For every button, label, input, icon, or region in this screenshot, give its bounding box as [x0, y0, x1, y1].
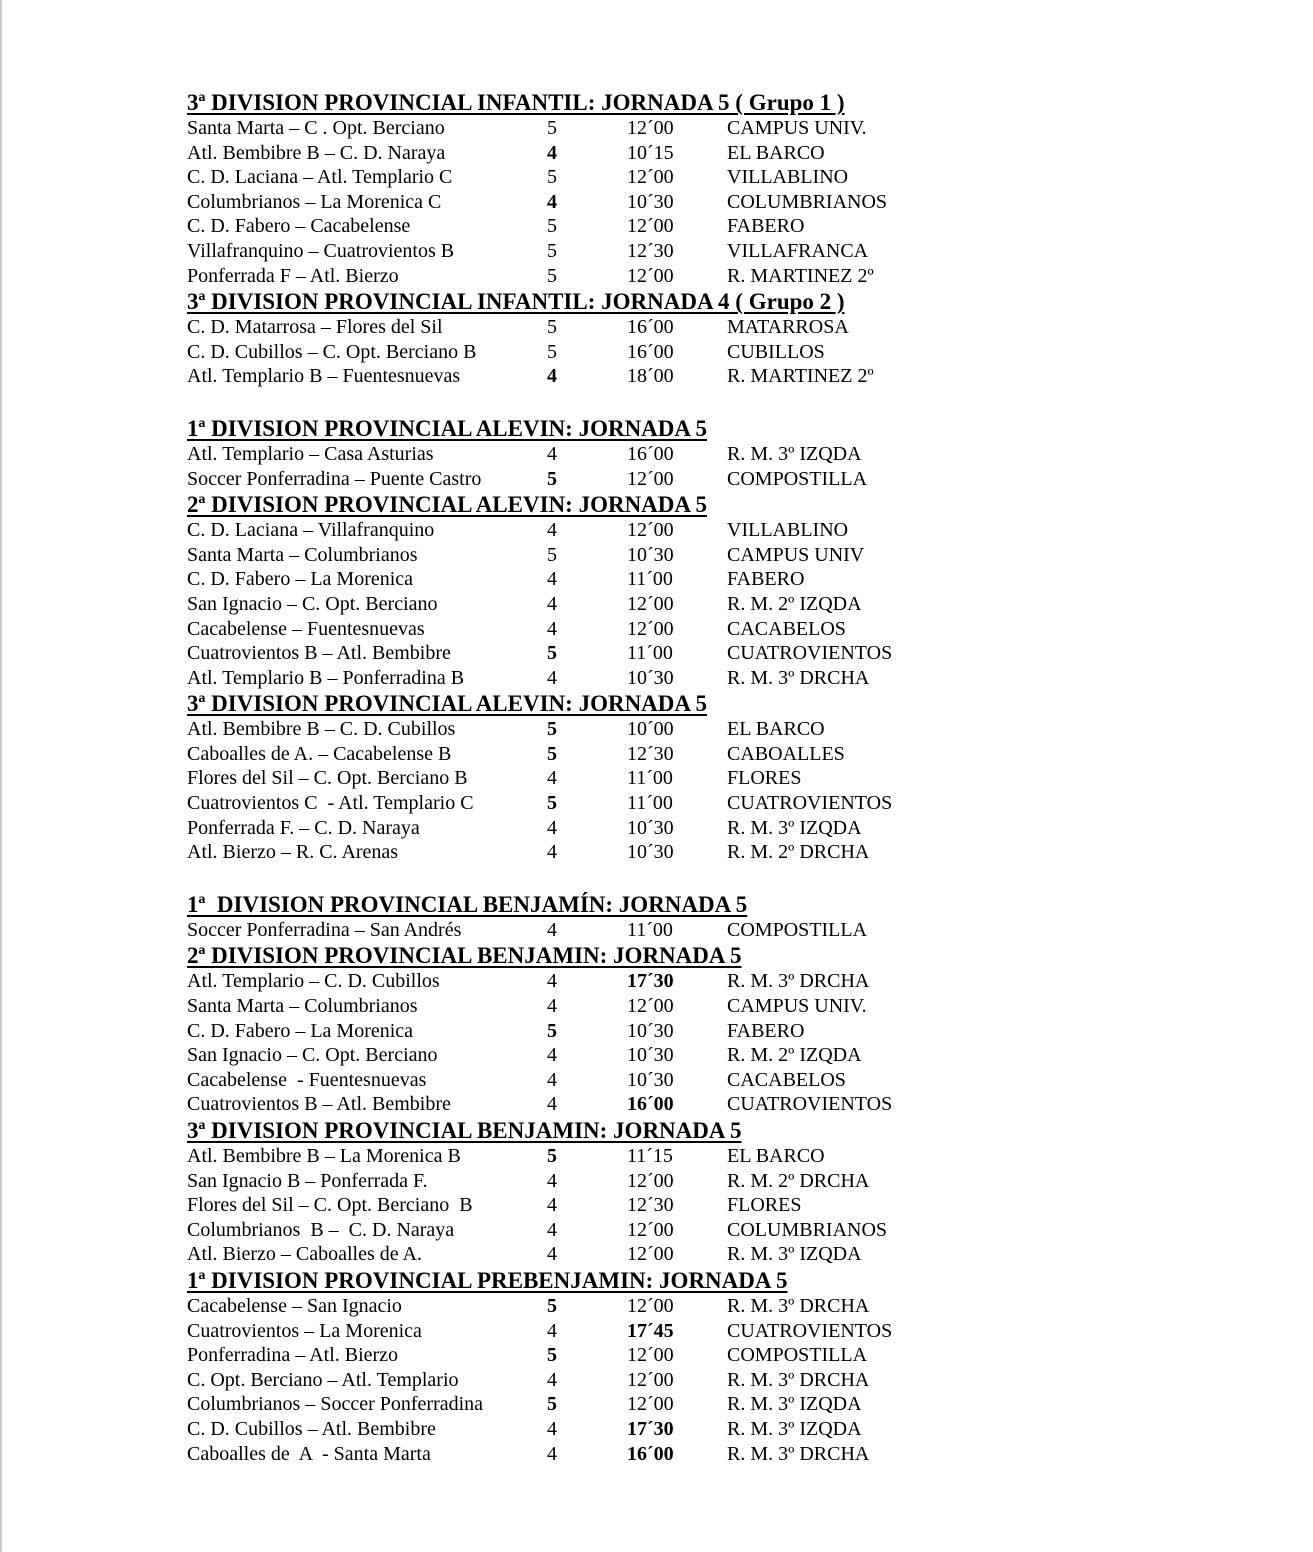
match-day: 4 [547, 1218, 557, 1241]
match-day: 4 [547, 1319, 557, 1342]
fixture-row [187, 1169, 1187, 1194]
match-teams: C. D. Fabero – La Morenica [187, 568, 414, 591]
match-venue: R. M. 3º DRCHA [727, 1294, 870, 1317]
match-teams: C. D. Laciana – Villafranquino [187, 519, 435, 542]
match-time: 12´00 [627, 166, 674, 189]
match-venue: COMPOSTILLA [727, 467, 868, 490]
match-time: 10´00 [627, 718, 674, 741]
match-teams: Cuatrovientos B – Atl. Bembibre [187, 642, 451, 665]
fixture-row [187, 518, 1187, 543]
match-teams: San Ignacio – C. Opt. Berciano [187, 1044, 438, 1067]
match-time: 12´30 [627, 742, 674, 765]
fixture-section [187, 942, 1187, 1117]
fixture-row [187, 1043, 1187, 1068]
section-heading [187, 690, 1187, 717]
match-time: 11´00 [627, 568, 673, 591]
fixture-row [187, 1417, 1187, 1442]
match-venue: CAMPUS UNIV. [727, 995, 867, 1018]
match-time: 12´00 [627, 1294, 674, 1317]
match-time: 12´00 [627, 1344, 674, 1367]
match-day: 4 [547, 767, 557, 790]
match-day: 5 [547, 1344, 557, 1367]
fixture-row [187, 190, 1187, 215]
fixture-row [187, 467, 1187, 492]
fixture-row [187, 617, 1187, 642]
match-day: 4 [547, 442, 557, 465]
match-day: 5 [547, 316, 557, 339]
match-day: 4 [547, 568, 557, 591]
match-time: 12´00 [627, 592, 674, 615]
match-day: 4 [547, 816, 557, 839]
fixture-row [187, 969, 1187, 994]
match-day: 5 [547, 718, 557, 741]
match-venue: R. M. 2º DRCHA [727, 1169, 870, 1192]
fixture-row [187, 791, 1187, 816]
match-time: 10´15 [627, 141, 674, 164]
match-day: 4 [547, 1194, 557, 1217]
match-venue: COMPOSTILLA [727, 1344, 868, 1367]
match-venue: EL BARCO [727, 718, 825, 741]
match-teams: Atl. Templario – Casa Asturias [187, 442, 434, 465]
match-time: 10´30 [627, 1019, 674, 1042]
fixture-row [187, 717, 1187, 742]
match-day: 5 [547, 792, 557, 815]
match-teams: Atl. Bembibre B – C. D. Naraya [187, 141, 446, 164]
match-day: 4 [547, 970, 557, 993]
match-time: 10´30 [627, 666, 674, 689]
match-day: 4 [547, 190, 557, 213]
fixture-row [187, 214, 1187, 239]
fixture-row [187, 1193, 1187, 1218]
fixture-row [187, 1092, 1187, 1117]
match-day: 5 [547, 264, 557, 287]
match-venue: COLUMBRIANOS [727, 1218, 888, 1241]
fixture-section [187, 415, 1187, 491]
section-heading-text: 2ª DIVISION PROVINCIAL BENJAMIN: JORNADA 5 [187, 943, 742, 969]
match-day: 5 [547, 467, 557, 490]
match-teams: Cacabelense - Fuentesnuevas [187, 1068, 427, 1091]
match-teams: C. D. Fabero – Cacabelense [187, 215, 411, 238]
match-teams: Cacabelense – San Ignacio [187, 1294, 402, 1317]
section-heading-text: 1ª DIVISION PROVINCIAL BENJAMÍN: JORNADA 5 [187, 891, 748, 917]
match-time: 17´45 [627, 1319, 674, 1342]
fixture-row [187, 1218, 1187, 1243]
match-venue: CACABELOS [727, 1068, 846, 1091]
fixture-row [187, 766, 1187, 791]
fixture-row [187, 1294, 1187, 1319]
match-day: 5 [547, 642, 557, 665]
match-teams: Atl. Bembibre B – C. D. Cubillos [187, 718, 456, 741]
match-time: 12´00 [627, 1368, 674, 1391]
section-heading-text: 3ª DIVISION PROVINCIAL ALEVIN: JORNADA 5 [187, 691, 707, 717]
match-day: 4 [547, 1368, 557, 1391]
fixture-section [187, 491, 1187, 690]
match-venue: CUATROVIENTOS [727, 642, 893, 665]
fixture-row [187, 567, 1187, 592]
match-time: 11´00 [627, 792, 673, 815]
match-time: 12´00 [627, 467, 674, 490]
match-teams: Santa Marta – Columbrianos [187, 995, 418, 1018]
fixture-section [187, 1267, 1187, 1466]
match-day: 4 [547, 666, 557, 689]
section-heading-text: 3ª DIVISION PROVINCIAL INFANTIL: JORNADA 5 ( Grupo 1 ) [187, 90, 845, 115]
fixture-document [187, 89, 1187, 1466]
fixture-row [187, 1319, 1187, 1344]
fixture-row [187, 592, 1187, 617]
match-venue: CACABELOS [727, 617, 846, 640]
match-venue: CUATROVIENTOS [727, 1319, 893, 1342]
match-teams: Ponferrada F – Atl. Bierzo [187, 264, 399, 287]
match-time: 12´00 [627, 1169, 674, 1192]
match-teams: Columbrianos B – C. D. Naraya [187, 1218, 455, 1241]
match-venue: MATARROSA [727, 316, 849, 339]
match-teams: Soccer Ponferradina – Puente Castro [187, 467, 482, 490]
match-day: 4 [547, 841, 557, 864]
match-day: 5 [547, 166, 557, 189]
fixture-row [187, 840, 1187, 865]
match-teams: Columbrianos – La Morenica C [187, 190, 442, 213]
match-teams: Villafranquino – Cuatrovientos B [187, 239, 455, 262]
match-teams: Flores del Sil – C. Opt. Berciano B [187, 1194, 473, 1217]
fixture-row [187, 1368, 1187, 1393]
match-time: 12´00 [627, 617, 674, 640]
match-day: 4 [547, 1243, 557, 1266]
match-day: 4 [547, 995, 557, 1018]
match-venue: EL BARCO [727, 141, 825, 164]
match-day: 4 [547, 365, 557, 388]
match-day: 4 [547, 519, 557, 542]
fixture-row [187, 141, 1187, 166]
match-venue: CUATROVIENTOS [727, 792, 893, 815]
match-time: 12´00 [627, 264, 674, 287]
match-venue: VILLABLINO [727, 519, 849, 542]
fixture-section [187, 891, 1187, 943]
match-venue: COLUMBRIANOS [727, 190, 888, 213]
fixture-row [187, 1019, 1187, 1044]
match-day: 5 [547, 1393, 557, 1416]
match-day: 5 [547, 1019, 557, 1042]
match-day: 4 [547, 1044, 557, 1067]
match-venue: R. M. 3º DRCHA [727, 1442, 870, 1465]
match-teams: Caboalles de A - Santa Marta [187, 1442, 431, 1465]
match-day: 5 [547, 117, 557, 139]
match-day: 4 [547, 617, 557, 640]
match-time: 12´00 [627, 1218, 674, 1241]
match-teams: C. D. Cubillos – C. Opt. Berciano B [187, 340, 477, 363]
match-teams: C. D. Cubillos – Atl. Bembibre [187, 1417, 436, 1440]
section-heading-text: 2ª DIVISION PROVINCIAL ALEVIN: JORNADA 5 [187, 492, 707, 518]
fixture-section [187, 1117, 1187, 1267]
match-venue: FABERO [727, 1019, 805, 1042]
fixture-row [187, 994, 1187, 1019]
fixture-section [187, 690, 1187, 865]
match-venue: COMPOSTILLA [727, 918, 868, 941]
match-venue: EL BARCO [727, 1145, 825, 1167]
match-teams: Cuatrovientos C - Atl. Templario C [187, 792, 474, 815]
section-heading-text: 3ª DIVISION PROVINCIAL INFANTIL: JORNADA 4 ( Grupo 2 ) [187, 289, 845, 315]
match-time: 16´00 [627, 340, 674, 363]
match-teams: C. D. Matarrosa – Flores del Sil [187, 316, 443, 339]
section-heading-text: 1ª DIVISION PROVINCIAL PREBENJAMIN: JORNADA 5 [187, 1267, 788, 1293]
match-day: 5 [547, 215, 557, 238]
match-time: 10´30 [627, 841, 674, 864]
match-time: 10´30 [627, 1044, 674, 1067]
match-venue: R. M. 3º IZQDA [727, 1417, 862, 1440]
match-time: 18´00 [627, 365, 674, 388]
match-time: 11´00 [627, 642, 673, 665]
match-teams: Columbrianos – Soccer Ponferradina [187, 1393, 484, 1416]
match-day: 5 [547, 239, 557, 262]
match-time: 17´30 [627, 970, 674, 993]
match-time: 11´00 [627, 767, 673, 790]
match-day: 5 [547, 742, 557, 765]
fixture-row [187, 116, 1187, 141]
match-time: 10´30 [627, 543, 674, 566]
match-venue: FABERO [727, 568, 805, 591]
match-time: 12´30 [627, 239, 674, 262]
match-teams: Flores del Sil – C. Opt. Berciano B [187, 767, 468, 790]
section-heading [187, 491, 1187, 518]
match-time: 11´00 [627, 918, 673, 941]
match-teams: Santa Marta – Columbrianos [187, 543, 418, 566]
match-venue: R. M. 3º DRCHA [727, 970, 870, 993]
match-venue: FABERO [727, 215, 805, 238]
match-teams: Atl. Bierzo – Caboalles de A. [187, 1243, 422, 1266]
match-venue: R. M. 3º IZQDA [727, 1393, 862, 1416]
match-day: 5 [547, 1294, 557, 1317]
match-time: 12´00 [627, 519, 674, 542]
match-teams: Atl. Bembibre B – La Morenica B [187, 1145, 461, 1167]
match-teams: C. D. Laciana – Atl. Templario C [187, 166, 453, 189]
fixture-row [187, 340, 1187, 365]
fixture-row [187, 918, 1187, 943]
match-time: 12´00 [627, 1243, 674, 1266]
fixture-row [187, 315, 1187, 340]
match-teams: Ponferradina – Atl. Bierzo [187, 1344, 399, 1367]
section-heading-text: 1ª DIVISION PROVINCIAL ALEVIN: JORNADA 5 [187, 415, 707, 441]
match-time: 16´00 [627, 316, 674, 339]
match-teams: Cuatrovientos – La Morenica [187, 1319, 422, 1342]
match-time: 16´00 [627, 1442, 674, 1465]
match-venue: R. M. 2º IZQDA [727, 1044, 862, 1067]
section-heading [187, 942, 1187, 969]
match-time: 12´00 [627, 117, 674, 139]
match-venue: CUATROVIENTOS [727, 1093, 893, 1116]
match-time: 11´15 [627, 1145, 673, 1167]
fixture-row [187, 1068, 1187, 1093]
match-venue: FLORES [727, 767, 802, 790]
match-day: 4 [547, 141, 557, 164]
fixture-row [187, 442, 1187, 467]
fixture-row [187, 1242, 1187, 1267]
match-time: 16´00 [627, 1093, 674, 1116]
match-venue: R. MARTINEZ 2º [727, 365, 874, 388]
match-venue: CAMPUS UNIV. [727, 117, 867, 139]
match-day: 4 [547, 1068, 557, 1091]
match-day: 5 [547, 543, 557, 566]
fixture-section [187, 288, 1187, 389]
fixture-row [187, 264, 1187, 289]
fixture-row [187, 364, 1187, 389]
match-venue: R. M. 3º IZQDA [727, 816, 862, 839]
section-heading [187, 288, 1187, 315]
match-time: 16´00 [627, 442, 674, 465]
page-left-border [0, 0, 2, 1552]
section-heading [187, 891, 1187, 918]
section-heading [187, 89, 1187, 116]
match-teams: C. Opt. Berciano – Atl. Templario [187, 1368, 459, 1391]
section-heading [187, 1117, 1187, 1144]
match-teams: Caboalles de A. – Cacabelense B [187, 742, 452, 765]
match-venue: VILLABLINO [727, 166, 849, 189]
fixture-row [187, 165, 1187, 190]
fixture-row [187, 1144, 1187, 1169]
match-day: 5 [547, 340, 557, 363]
match-teams: Cuatrovientos B – Atl. Bembibre [187, 1093, 451, 1116]
fixture-row [187, 1442, 1187, 1467]
section-heading-text: 3ª DIVISION PROVINCIAL BENJAMIN: JORNADA 5 [187, 1118, 742, 1143]
match-teams: Ponferrada F. – C. D. Naraya [187, 816, 420, 839]
fixture-row [187, 239, 1187, 264]
match-time: 10´30 [627, 1068, 674, 1091]
match-venue: R. M. 3º IZQDA [727, 1243, 862, 1266]
fixture-row [187, 742, 1187, 767]
match-venue: R. M. 3º DRCHA [727, 1368, 870, 1391]
match-teams: Atl. Templario B – Ponferradina B [187, 666, 465, 689]
match-time: 10´30 [627, 816, 674, 839]
fixture-row [187, 1392, 1187, 1417]
match-day: 4 [547, 1169, 557, 1192]
match-teams: Atl. Templario B – Fuentesnuevas [187, 365, 461, 388]
match-venue: R. M. 2º IZQDA [727, 592, 862, 615]
match-venue: R. MARTINEZ 2º [727, 264, 874, 287]
fixture-row [187, 1343, 1187, 1368]
fixture-row [187, 543, 1187, 568]
match-teams: Atl. Templario – C. D. Cubillos [187, 970, 440, 993]
match-time: 12´30 [627, 1194, 674, 1217]
fixture-row [187, 816, 1187, 841]
match-venue: VILLAFRANCA [727, 239, 869, 262]
match-time: 12´00 [627, 1393, 674, 1416]
match-venue: R. M. 3º IZQDA [727, 442, 862, 465]
section-heading [187, 415, 1187, 442]
match-day: 4 [547, 592, 557, 615]
match-day: 4 [547, 918, 557, 941]
match-time: 17´30 [627, 1417, 674, 1440]
fixture-row [187, 641, 1187, 666]
match-venue: R. M. 3º DRCHA [727, 666, 870, 689]
match-teams: Atl. Bierzo – R. C. Arenas [187, 841, 399, 864]
match-time: 12´00 [627, 215, 674, 238]
fixture-row [187, 666, 1187, 691]
match-day: 4 [547, 1093, 557, 1116]
match-teams: Soccer Ponferradina – San Andrés [187, 918, 462, 941]
match-time: 10´30 [627, 190, 674, 213]
match-teams: San Ignacio – C. Opt. Berciano [187, 592, 438, 615]
match-day: 4 [547, 1417, 557, 1440]
match-time: 12´00 [627, 995, 674, 1018]
match-venue: CABOALLES [727, 742, 845, 765]
match-teams: C. D. Fabero – La Morenica [187, 1019, 414, 1042]
match-teams: Santa Marta – C . Opt. Berciano [187, 117, 445, 139]
match-venue: CUBILLOS [727, 340, 825, 363]
section-heading [187, 1267, 1187, 1294]
match-teams: San Ignacio B – Ponferrada F. [187, 1169, 428, 1192]
match-venue: FLORES [727, 1194, 802, 1217]
match-day: 5 [547, 1145, 557, 1167]
match-teams: Cacabelense – Fuentesnuevas [187, 617, 425, 640]
match-venue: CAMPUS UNIV [727, 543, 865, 566]
match-venue: R. M. 2º DRCHA [727, 841, 870, 864]
match-day: 4 [547, 1442, 557, 1465]
fixture-section [187, 89, 1187, 288]
